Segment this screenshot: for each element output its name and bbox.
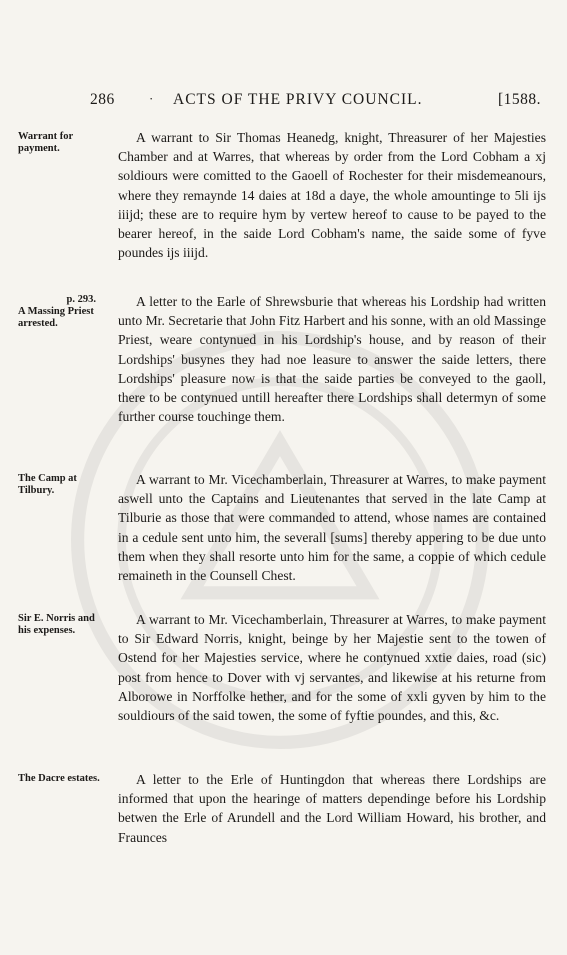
margin-note: Warrant for payment. — [18, 131, 73, 154]
paragraph: A letter to the Earle of Shrewsburie that whereas his Lordship had written unto Mr. Secretarie that John Fitz Harbert and his sonne, with an old Massinge Priest, weare contynued in his Lordship's house, and by reason of their Lordships' busynes they had noe leasure to answer the saide letters, there Lordships' pleasure now is that the saide parties be conveyed to the gaoll, there to be contynued untill hereafter there Lordships shall determyn of some further course touchinge them. — [118, 294, 546, 425]
entry-text — [118, 292, 546, 426]
margin-note: The Dacre estates. — [18, 773, 100, 784]
margin-note — [18, 294, 102, 330]
margin-note-text: A Massing Priest arrested. — [18, 306, 94, 329]
entry-text — [118, 128, 546, 262]
entry-text — [118, 610, 546, 725]
paragraph: A warrant to Mr. Vicechamberlain, Threasurer at Warres, to make payment to Sir Edward Norris, knight, beinge by her Majestie sent to the towen of Ostend for her Majesties service, where he contynued xxtie daies, road (sic) post from hence to Dover with vj servantes, and likewise at his returne from Alborowe in Norffolke hether, and for the some of xxli gyven by him to the souldiours of the said towen, the some of fyftie poundes, and this, &c. — [118, 612, 546, 724]
margin-note: Sir E. Norris and his expenses. — [18, 613, 95, 636]
page-number: 286 — [90, 91, 115, 108]
entry-text — [118, 470, 546, 585]
paragraph: A letter to the Erle of Huntingdon that whereas there Lordships are informed that upon the hearinge of matters dependinge before his Lordship betwen the Erle of Arundell and the Lord William Howard, his brother, and Fraunces — [118, 772, 546, 845]
paragraph: A warrant to Mr. Vicechamberlain, Threasurer at Warres, to make payment aswell unto the Captains and Lieutenantes that served in the late Camp at Tilburie as those that were commanded to attend, whose names are contained in a cedule sent unto him, the severall [sums] thereby appering to be due unto them when they shall resorte unto him for the same, a coppie of which cedule remaineth in the Counsell Chest. — [118, 472, 546, 584]
page-reference: p. 293. — [66, 294, 96, 305]
running-header — [90, 91, 547, 113]
page-title: ACTS OF THE PRIVY COUNCIL. — [173, 91, 423, 108]
margin-note: The Camp at Tilbury. — [18, 473, 77, 496]
header-separator: · — [149, 91, 154, 106]
paragraph: A warrant to Sir Thomas Heanedg, knight, Threasurer of her Majesties Chamber and at Warres, that whereas by order from the Lord Cobham a xj soldiours were comitted to the Gaoell of Rochester for their misdemeanours, where they remaynde 14 daies at 18d a daye, the whole amountinge to 5li ijs iiijd; these are to require hym by vertew hereof to cause to be payed to the bearer hereof, in the saide Lord Cobham's name, the saide some of fyve poundes ijs iiijd. — [118, 130, 546, 261]
header-year: [1588. — [497, 91, 541, 108]
entry-text — [118, 770, 546, 847]
